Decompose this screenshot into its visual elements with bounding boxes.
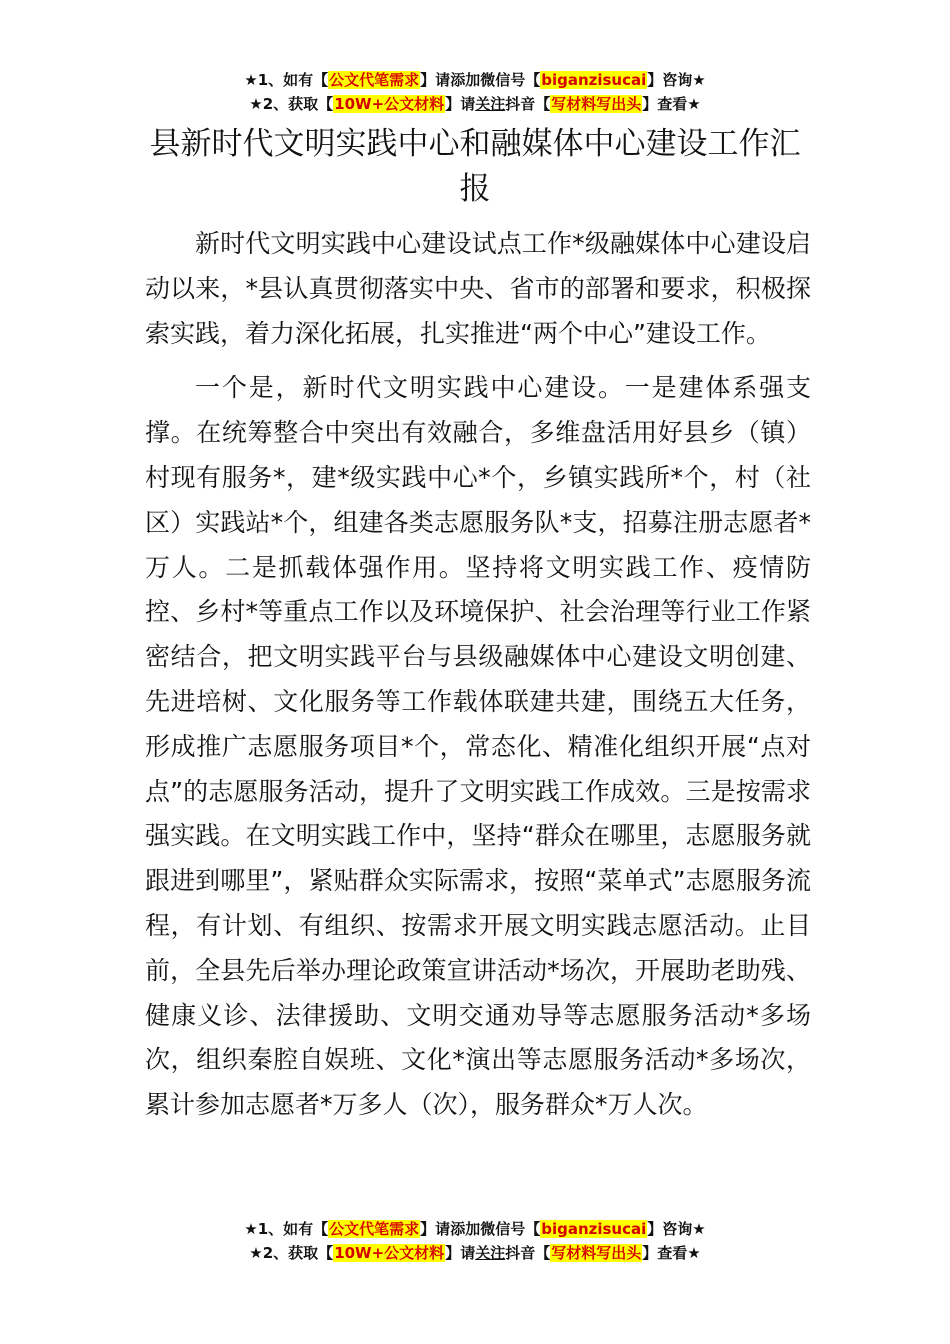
promo-emphasis: 关注 [475,1244,506,1262]
promo-emphasis: 添加 [450,1220,481,1238]
promo-emphasis: 添加 [450,71,481,89]
promo-highlight-wechat: biganzisucai [541,1220,647,1238]
promo-text: 】请 [420,71,451,89]
promo-text: 】请 [445,95,476,113]
promo-line-2 [0,92,950,116]
promo-emphasis: 关注 [475,95,506,113]
promo-line-2 [0,1241,950,1265]
promo-text: 】咨询★ [647,71,706,89]
promo-text: 】请 [445,1244,476,1262]
promo-text: 抖音【 [505,95,551,113]
promo-text: 】咨询★ [647,1220,706,1238]
footer-promo-banner [0,1217,950,1265]
document-body [145,222,811,1138]
promo-highlight-douyin: 写材料写出头 [551,95,642,113]
promo-text: 微信号【 [480,71,541,89]
promo-text: 】请 [420,1220,451,1238]
promo-highlight-wechat: biganzisucai [541,71,647,89]
promo-text: ★1、如有【 [244,1220,329,1238]
paragraph-intro: 新时代文明实践中心建设试点工作*级融媒体中心建设启动以来，*县认真贯彻落实中央、省市的部署和要求，积极探索实践，着力深化拓展，扎实推进“两个中心”建设工作。 [145,229,811,348]
promo-line-1 [0,68,950,92]
promo-line-1 [0,1217,950,1241]
promo-text: 微信号【 [480,1220,541,1238]
promo-highlight-service: 公文代笔需求 [329,1220,420,1238]
promo-text: 抖音【 [505,1244,551,1262]
promo-text: ★2、获取【 [249,1244,334,1262]
promo-text: ★1、如有【 [244,71,329,89]
promo-text: 】查看★ [642,95,701,113]
paragraph-civilization-center: 一个是，新时代文明实践中心建设。一是建体系强支撑。在统筹整合中突出有效融合，多维盘活用好县乡（镇）村现有服务*，建*级实践中心*个，乡镇实践所*个，村（社区）实践站*个，组建各类志愿服务队*支，招募注册志愿者*万人。二是抓载体强作用。坚持将文明实践工作、疫情防控、乡村*等重点工作以及环境保护、社会治理等行业工作紧密结合，把文明实践平台与县级融媒体中心建设文明创建、先进培树、文化服务等工作载体联建共建，围绕五大任务，形成推广志愿服务项目*个，常态化、精准化组织开展“点对点”的志愿服务活动，提升了文明实践工作成效。三是按需求强实践。在文明实践工作中，坚持“群众在哪里，志愿服务就跟进到哪里”，紧贴群众实际需求，按照“菜单式”志愿服务流程，有计划、有组织、按需求开展文明实践志愿活动。止目前，全县先后举办理论政策宣讲活动*场次，开展助老助残、健康义诊、法律援助、文明交通劝导等志愿服务活动*多场次，组织秦腔自娱班、文化*演出等志愿服务活动*多场次，累计参加志愿者*万多人（次），服务群众*万人次。 [145,373,811,1120]
promo-text: 】查看★ [642,1244,701,1262]
promo-highlight-douyin: 写材料写出头 [551,1244,642,1262]
promo-highlight-materials: 10W+公文材料 [334,95,445,113]
promo-text: ★2、获取【 [249,95,334,113]
document-title: 县新时代文明实践中心和融媒体中心建设工作汇报 [149,126,801,207]
promo-highlight-materials: 10W+公文材料 [334,1244,445,1262]
promo-highlight-service: 公文代笔需求 [329,71,420,89]
header-promo-banner [0,68,950,116]
